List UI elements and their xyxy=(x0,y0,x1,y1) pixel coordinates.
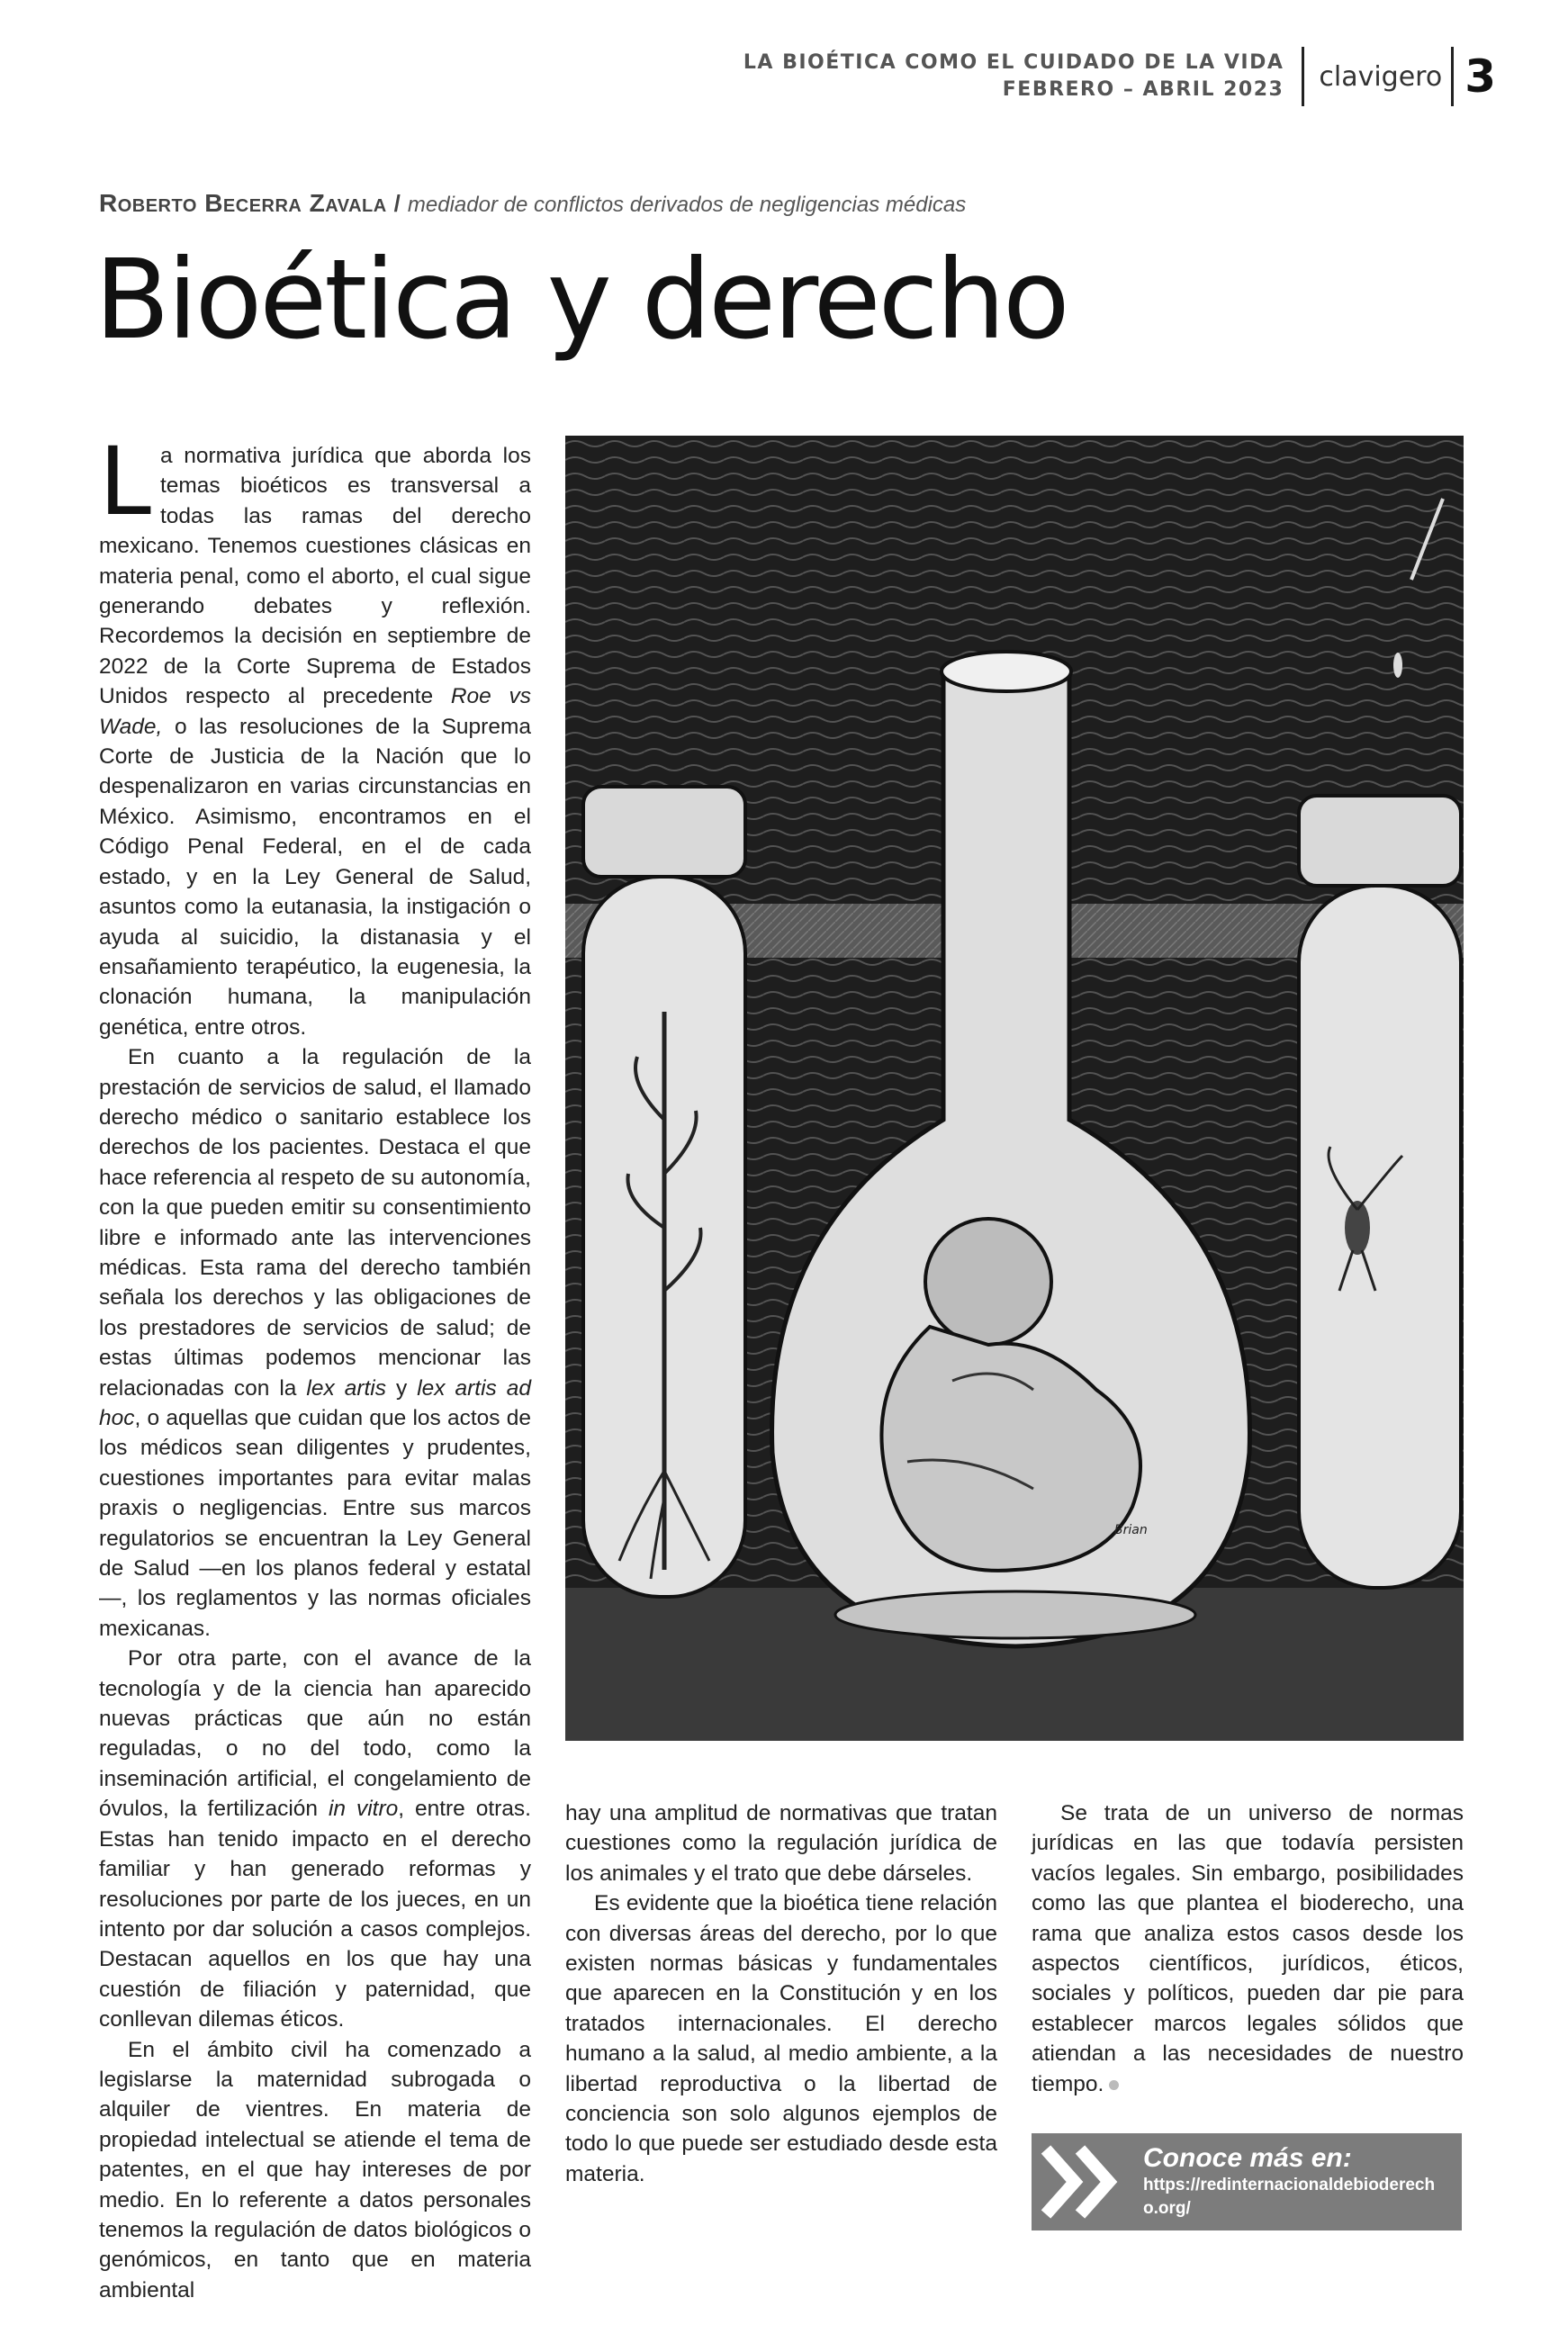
emphasis-text: Roe vs Wade, xyxy=(99,684,531,739)
drop-cap: L xyxy=(99,427,151,536)
section-title: LA BIOÉTICA COMO EL CUIDADO DE LA VIDA xyxy=(743,51,1284,74)
paragraph: Es evidente que la bioética tiene relación con diversas áreas del derecho, por lo que existen normas básicas y fundamentales que aparecen en la Constitución y en los tratados internacionales. El derecho humano a la salud, al medio ambiente, a la libertad reproductiva o la libertad de conciencia son solo algunos ejemplos de todo lo que puede ser estudiado desde esta materia. xyxy=(565,1891,997,2186)
paragraph-text: , entre otras. Estas han tenido impacto en el derecho familiar y han generado reformas y resoluciones por parte de los jueces, en un intento por dar solución a casos complejos. Destacan aquellos en los que hay una cuestión de filiación y paternidad, que conllevan dilemas éticos. xyxy=(99,1797,531,2032)
emphasis-text: lex artis xyxy=(306,1375,386,1401)
paragraph-text: a normativa jurídica que aborda los temas bioéticos es transversal a todas las ramas del derecho mexicano. Tenemos cuestiones clásicas en materia penal, como el aborto, el cual sigue generando debates y reflexión. Recordemos la decisión en septiembre de 2022 de la Corte Suprema de Estados Unidos respecto al precedente xyxy=(99,444,531,709)
byline xyxy=(99,189,966,218)
paragraph-text: Se trata de un universo de normas jurídicas en las que todavía persisten vacíos legales. Sin embargo, posibilidades como las que plantea el bioderecho, una rama que analiza estos casos desde los aspectos científicos, jurídicos, éticos, sociales y políticos, pueden dar pie para establecer marcos legales sólidos que atiendan a las necesidades de nuestro tiempo. xyxy=(1032,1801,1464,2096)
emphasis-text: in vitro xyxy=(328,1797,399,1822)
paragraph xyxy=(99,427,531,1042)
paragraph xyxy=(1032,1798,1464,2099)
more-info-link[interactable]: https://redinternacionaldebioderecho.org/ xyxy=(1143,2176,1436,2218)
emphasis-text: lex artis ad hoc xyxy=(99,1375,531,1430)
author-name: Roberto Becerra Zavala xyxy=(99,189,387,217)
illustration-artwork xyxy=(565,436,1464,1741)
byline-separator: / xyxy=(393,190,401,217)
article-title: Bioética y derecho xyxy=(95,236,1068,364)
masthead-divider xyxy=(1302,47,1304,106)
illustration xyxy=(565,436,1464,1741)
right-test-tube xyxy=(1299,796,1461,1588)
issue-date: FEBRERO – ABRIL 2023 xyxy=(1002,78,1284,101)
paragraph-text: , o aquellas que cuidan que los actos de los médicos sean diligentes y prudentes, cuestiones importantes para evitar malas praxis o negligencias. Entre sus marcos regulatorios se encuentran la Ley General de Salud —en los planos federal y estatal—, los reglamentos y las normas oficiales mexicanas. xyxy=(99,1406,531,1641)
end-mark-icon xyxy=(1109,2080,1119,2090)
paragraph-text: o las resoluciones de la Suprema Corte de Justicia de la Nación que lo despenalizaron en varias circunstancias en México. Asimismo, encontramos en el Código Penal Federal, en el de cada estado, y en la Ley General de Salud, asuntos como la eutanasia, la instigación o ayuda al suicidio, la distanasia y el ensañamiento terapéutico, la eugenesia, la clonación humana, la manipulación genética, entre otros. xyxy=(99,714,531,1040)
article-column-2 xyxy=(565,1798,997,2189)
paragraph: En el ámbito civil ha comenzado a legislarse la maternidad subrogada o alquiler de vientres. En materia de propiedad intelectual se atiende el tema de patentes, en el que hay intereses de por medio. En lo referente a datos personales tenemos la regulación de datos biológicos o genómicos, en tanto que en materia ambiental xyxy=(99,2037,531,2302)
paragraph-text: y xyxy=(386,1375,418,1401)
paragraph xyxy=(99,1644,531,2034)
article-column-1 xyxy=(99,427,531,2305)
publication-name: clavigero xyxy=(1319,60,1443,93)
author-role: mediador de conflictos derivados de negligencias médicas xyxy=(407,193,967,217)
left-test-tube xyxy=(583,787,745,1597)
more-info-box xyxy=(1032,2133,1462,2230)
masthead xyxy=(743,47,1496,106)
paragraph-text: Por otra parte, con el avance de la tecnología y de la ciencia han aparecido nuevas prácticas que aún no están reguladas, o no del todo, como la inseminación artificial, el congelamiento de óvulos, la fertilización xyxy=(99,1646,531,1822)
double-chevron-icon xyxy=(1039,2137,1138,2227)
paragraph-text: En cuanto a la regulación de la prestación de servicios de salud, el llamado derecho médico o sanitario establece los derechos de los pacientes. Destaca el que hace referencia al respeto de su autonomía, con la que pueden emitir su consentimiento libre e informado ante las intervenciones médicas. Esta rama del derecho también señala los derechos y las obligaciones de los prestadores de servicios de salud; de estas últimas podemos mencionar las relacionadas con la xyxy=(99,1045,531,1401)
article-column-3 xyxy=(1032,1798,1464,2099)
masthead-text xyxy=(743,50,1284,104)
masthead-divider xyxy=(1451,47,1454,106)
more-info-text xyxy=(1143,2143,1440,2221)
more-info-heading: Conoce más en: xyxy=(1143,2143,1352,2173)
droplet xyxy=(1393,653,1402,678)
artist-signature: Brian xyxy=(1114,1523,1148,1537)
paragraph: hay una amplitud de normativas que tratan cuestiones como la regulación jurídica de los animales y el trato que debe dárseles. xyxy=(565,1801,997,1886)
paragraph xyxy=(99,1042,531,1644)
page-number: 3 xyxy=(1464,50,1496,103)
